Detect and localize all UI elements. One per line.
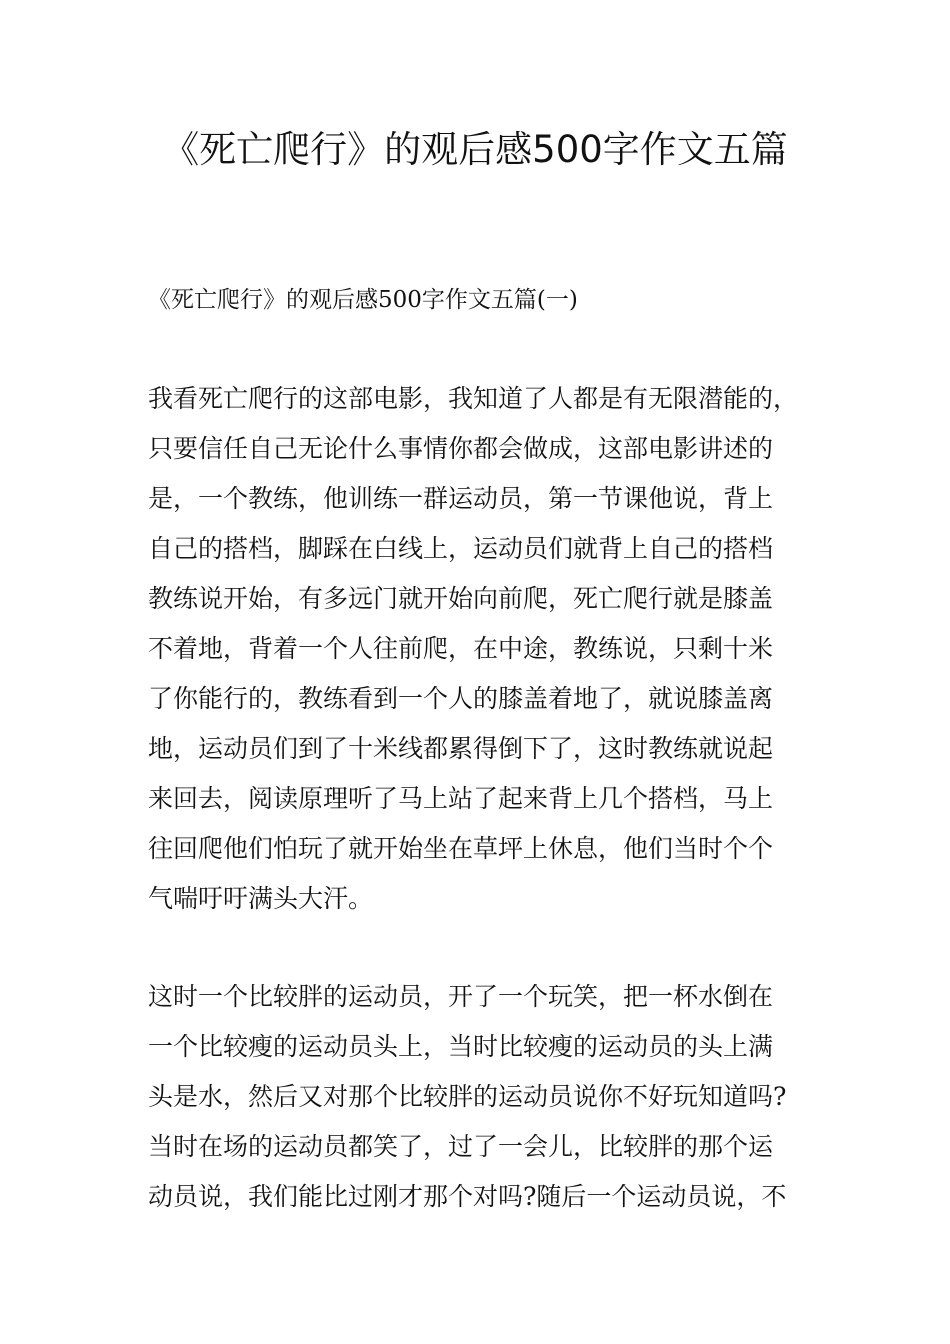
paragraph-line: 不着地，背着一个人往前爬，在中途，教练说，只剩十米	[148, 634, 774, 663]
paragraph-line: 当时在场的运动员都笑了，过了一会儿，比较胖的那个运	[148, 1132, 774, 1161]
paragraph-line: 只要信任自己无论什么事情你都会做成，这部电影讲述的	[148, 434, 774, 463]
paragraph-line: 自己的搭档，脚踩在白线上，运动员们就背上自己的搭档	[148, 534, 774, 563]
paragraph-line: 了你能行的，教练看到一个人的膝盖着地了，就说膝盖离	[148, 684, 774, 713]
paragraph-line: 我看死亡爬行的这部电影，我知道了人都是有无限潜能的，	[148, 384, 799, 413]
paragraph-line: 一个比较瘦的运动员头上，当时比较瘦的运动员的头上满	[148, 1032, 774, 1061]
paragraph-line: 往回爬他们怕玩了就开始坐在草坪上休息，他们当时个个	[148, 834, 774, 863]
paragraph-line: 这时一个比较胖的运动员，开了一个玩笑，把一杯水倒在	[148, 982, 774, 1011]
paragraph-line: 头是水，然后又对那个比较胖的运动员说你不好玩知道吗?	[148, 1082, 787, 1111]
document-title: 《死亡爬行》的观后感500字作文五篇	[162, 128, 788, 171]
paragraph-line: 动员说，我们能比过刚才那个对吗?随后一个运动员说，不	[148, 1182, 787, 1211]
paragraph-line: 气喘吁吁满头大汗。	[148, 884, 374, 913]
paragraph-line: 教练说开始，有多远门就开始向前爬，死亡爬行就是膝盖	[148, 584, 774, 613]
paragraph-1	[148, 374, 828, 924]
paragraph-line: 是，一个教练，他训练一群运动员，第一节课他说，背上	[148, 484, 774, 513]
paragraph-line: 来回去，阅读原理听了马上站了起来背上几个搭档，马上	[148, 784, 774, 813]
paragraph-2	[148, 972, 828, 1222]
paragraph-line: 地，运动员们到了十米线都累得倒下了，这时教练就说起	[148, 734, 774, 763]
section-heading: 《死亡爬行》的观后感500字作文五篇(一)	[148, 287, 578, 313]
